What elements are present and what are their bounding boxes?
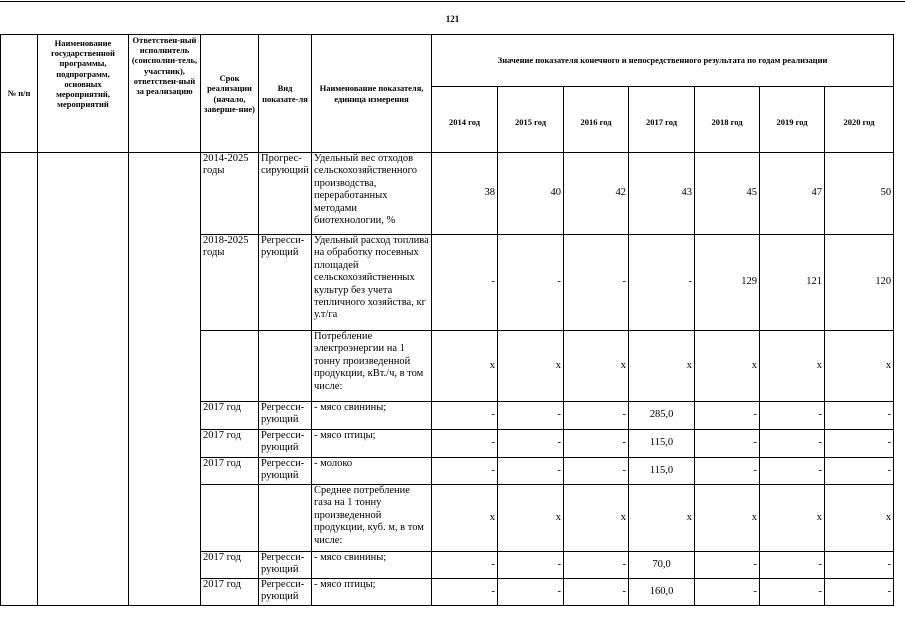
kind-cell: Регресси-рующий: [259, 579, 312, 606]
value-cell: 121: [760, 235, 825, 331]
empty-responsible-cell: [129, 153, 201, 606]
value-cell: -: [564, 458, 629, 485]
value-cell: -: [432, 430, 498, 458]
header-year: 2020 год: [825, 87, 894, 153]
value-cell: x: [432, 485, 498, 552]
value-cell: -: [498, 235, 564, 331]
value-cell: -: [432, 579, 498, 606]
kind-cell: Прогрес-сирующий: [259, 153, 312, 235]
value-cell: -: [498, 579, 564, 606]
indicator-cell: Потребление электроэнергии на 1 тонну произведенной продукции, кВт./ч, в том числе:: [312, 331, 432, 402]
term-cell: [201, 331, 259, 402]
header-year: 2015 год: [498, 87, 564, 153]
header-indicator: Наименование показателя, единица измерения: [312, 35, 432, 153]
empty-num-cell: [1, 153, 38, 606]
top-edge-line: [0, 1, 905, 2]
page-number: 121: [445, 14, 460, 24]
kind-cell: Регресси-рующий: [259, 552, 312, 579]
value-cell: x: [629, 485, 695, 552]
value-cell: -: [432, 402, 498, 430]
value-cell: 47: [760, 153, 825, 235]
header-name: Наименование государственной программы, подпрограмм, основных мероприятий, мероприятий: [38, 35, 129, 153]
indicator-cell: Удельный вес отходов сельскохозяйственного производства, переработанных методами биотехнологии, %: [312, 153, 432, 235]
value-cell: -: [695, 402, 760, 430]
indicators-table: [0, 34, 894, 606]
kind-cell: [259, 331, 312, 402]
value-cell: x: [760, 331, 825, 402]
value-cell: -: [564, 579, 629, 606]
value-cell: x: [564, 331, 629, 402]
value-cell: -: [695, 579, 760, 606]
value-cell: -: [498, 552, 564, 579]
kind-cell: Регресси-рующий: [259, 402, 312, 430]
value-cell: x: [760, 485, 825, 552]
indicator-cell: Удельный расход топлива на обработку посевных площадей сельскохозяйственных культур без учета тепличного хозяйства, кг у.т/га: [312, 235, 432, 331]
value-cell: -: [760, 402, 825, 430]
value-cell: x: [695, 331, 760, 402]
kind-cell: Регресси-рующий: [259, 458, 312, 485]
value-cell: -: [564, 430, 629, 458]
indicator-cell: - мясо свинины;: [312, 402, 432, 430]
value-cell: -: [629, 235, 695, 331]
value-cell: 129: [695, 235, 760, 331]
value-cell: x: [564, 485, 629, 552]
value-cell: 120: [825, 235, 894, 331]
header-year: 2016 год: [564, 87, 629, 153]
value-cell: 43: [629, 153, 695, 235]
empty-name-cell: [38, 153, 129, 606]
indicator-cell: - мясо свинины;: [312, 552, 432, 579]
value-cell: -: [825, 458, 894, 485]
value-cell: -: [432, 552, 498, 579]
indicator-cell: Среднее потребление газа на 1 тонну произведенной продукции, куб. м, в том числе:: [312, 485, 432, 552]
value-cell: -: [432, 235, 498, 331]
term-cell: 2017 год: [201, 402, 259, 430]
header-kind: Вид показате-ля: [259, 35, 312, 153]
value-cell: 115,0: [629, 458, 695, 485]
indicator-cell: - молоко: [312, 458, 432, 485]
term-cell: 2017 год: [201, 458, 259, 485]
value-cell: x: [825, 331, 894, 402]
value-cell: -: [432, 458, 498, 485]
value-cell: 50: [825, 153, 894, 235]
kind-cell: Регресси-рующий: [259, 430, 312, 458]
value-cell: -: [695, 430, 760, 458]
value-cell: -: [760, 579, 825, 606]
value-cell: 45: [695, 153, 760, 235]
value-cell: -: [825, 430, 894, 458]
term-cell: [201, 485, 259, 552]
value-cell: 38: [432, 153, 498, 235]
value-cell: 42: [564, 153, 629, 235]
term-cell: 2014-2025 годы: [201, 153, 259, 235]
value-cell: x: [498, 485, 564, 552]
header-values-group: Значение показателя конечного и непосредственного результата по годам реализации: [432, 35, 894, 87]
value-cell: -: [825, 402, 894, 430]
header-responsible: Ответствен-ный исполнитель (соисполни-тель, участник), ответствен-ный за реализацию: [129, 35, 201, 153]
value-cell: x: [498, 331, 564, 402]
value-cell: -: [564, 552, 629, 579]
header-year: 2019 год: [760, 87, 825, 153]
value-cell: 40: [498, 153, 564, 235]
kind-cell: Регресси-рующий: [259, 235, 312, 331]
value-cell: -: [760, 552, 825, 579]
value-cell: x: [629, 331, 695, 402]
kind-cell: [259, 485, 312, 552]
value-cell: -: [564, 235, 629, 331]
value-cell: -: [695, 552, 760, 579]
header-year: 2018 год: [695, 87, 760, 153]
value-cell: -: [498, 402, 564, 430]
value-cell: 285,0: [629, 402, 695, 430]
value-cell: -: [825, 579, 894, 606]
value-cell: 70,0: [629, 552, 695, 579]
term-cell: 2017 год: [201, 430, 259, 458]
term-cell: 2017 год: [201, 552, 259, 579]
indicator-cell: - мясо птицы;: [312, 430, 432, 458]
value-cell: 115,0: [629, 430, 695, 458]
header-num: № п/п: [1, 35, 38, 153]
value-cell: -: [498, 430, 564, 458]
value-cell: -: [498, 458, 564, 485]
header-year: 2017 год: [629, 87, 695, 153]
value-cell: -: [695, 458, 760, 485]
table-row: [1, 153, 894, 235]
value-cell: -: [760, 458, 825, 485]
value-cell: -: [760, 430, 825, 458]
header-term: Срок реализации (начало, заверше-ние): [201, 35, 259, 153]
value-cell: 160,0: [629, 579, 695, 606]
indicator-cell: - мясо птицы;: [312, 579, 432, 606]
value-cell: -: [825, 552, 894, 579]
value-cell: -: [564, 402, 629, 430]
term-cell: 2017 год: [201, 579, 259, 606]
value-cell: x: [825, 485, 894, 552]
term-cell: 2018-2025 годы: [201, 235, 259, 331]
value-cell: x: [695, 485, 760, 552]
value-cell: x: [432, 331, 498, 402]
header-year: 2014 год: [432, 87, 498, 153]
